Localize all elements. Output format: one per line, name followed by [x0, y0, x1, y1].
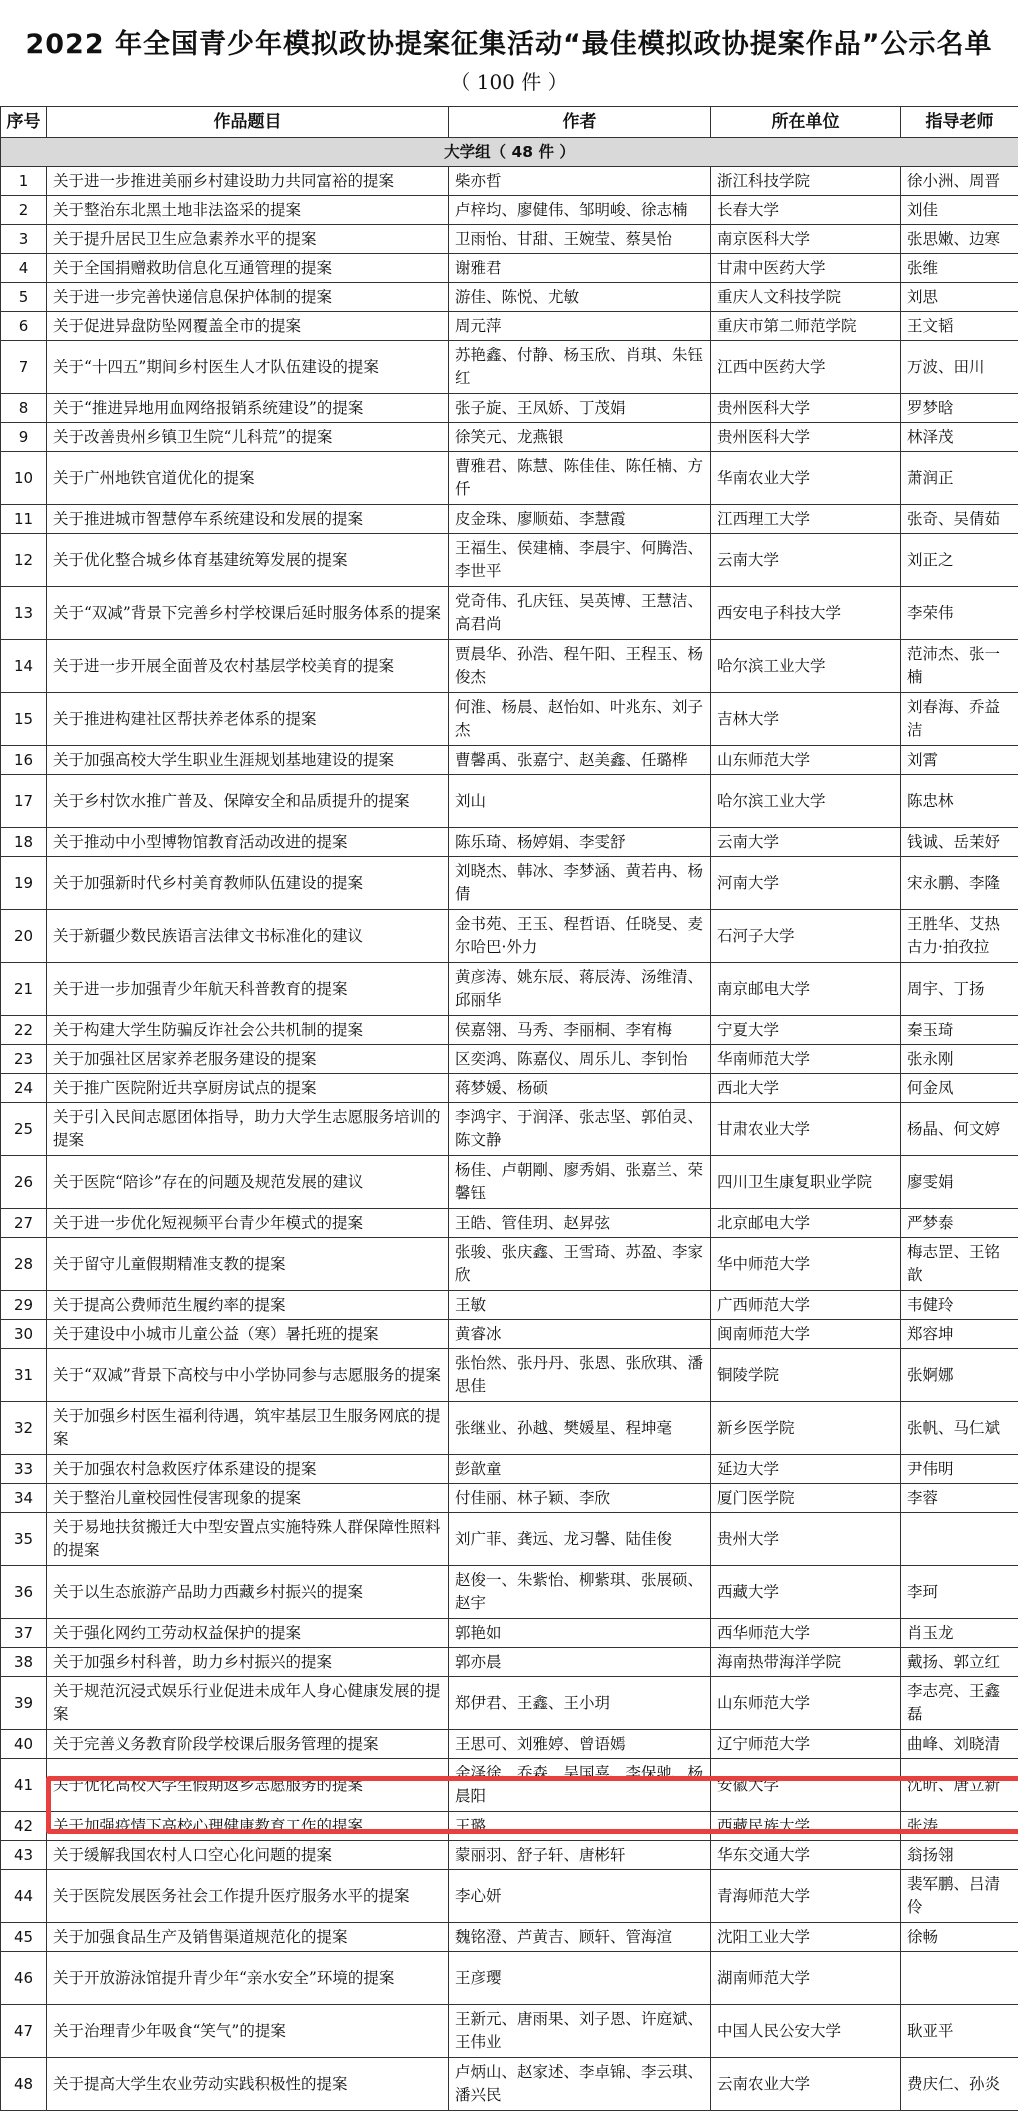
table-row: [1, 254, 1018, 283]
cell-authors: 余泽徐、乔森、吴国喜、李保驰、杨晨阳: [449, 1759, 711, 1812]
cell-unit: 湖南师范大学: [711, 1952, 901, 2005]
cell-authors: 王璐: [449, 1812, 711, 1841]
cell-no: 9: [1, 423, 47, 452]
cell-title: 关于建设中小城市儿童公益（寒）暑托班的提案: [47, 1320, 449, 1349]
cell-title: 关于强化网约工劳动权益保护的提案: [47, 1619, 449, 1648]
cell-authors: 卢炳山、赵家述、李卓锦、李云琪、潘兴民: [449, 2058, 711, 2111]
cell-authors: 蒙丽羽、舒子轩、唐彬轩: [449, 1841, 711, 1870]
cell-unit: 闽南师范大学: [711, 1320, 901, 1349]
cell-no: 29: [1, 1291, 47, 1320]
cell-unit: 海南热带海洋学院: [711, 1648, 901, 1677]
cell-title: 关于推进城市智慧停车系统建设和发展的提案: [47, 505, 449, 534]
table-row: [1, 1841, 1018, 1870]
cell-no: 4: [1, 254, 47, 283]
table-row: [1, 857, 1018, 910]
table-row: [1, 1566, 1018, 1619]
cell-title: 关于加强高校大学生职业生涯规划基地建设的提案: [47, 746, 449, 775]
cell-title: 关于留守儿童假期精准支教的提案: [47, 1238, 449, 1291]
cell-unit: 中国人民公安大学: [711, 2005, 901, 2058]
cell-authors: 彭歆童: [449, 1455, 711, 1484]
cell-authors: 苏艳鑫、付静、杨玉欣、肖琪、朱钰红: [449, 341, 711, 394]
cell-no: 47: [1, 2005, 47, 2058]
cell-unit: 重庆市第二师范学院: [711, 312, 901, 341]
cell-authors: 王新元、唐雨果、刘子恩、许庭斌、王伟业: [449, 2005, 711, 2058]
table-row: [1, 1349, 1018, 1402]
cell-authors: 皮金珠、廖顺茹、李慧霞: [449, 505, 711, 534]
table-row: [1, 775, 1018, 828]
cell-title: 关于推广医院附近共享厨房试点的提案: [47, 1074, 449, 1103]
cell-authors: 杨佳、卢朝剛、廖秀娟、张嘉兰、荣馨钰: [449, 1156, 711, 1209]
cell-title: 关于优化高校大学生假期返乡志愿服务的提案: [47, 1759, 449, 1812]
table-row: [1, 1759, 1018, 1812]
cell-advisor: 何金凤: [901, 1074, 1018, 1103]
cell-authors: 张继业、孙越、樊媛星、程坤毫: [449, 1402, 711, 1455]
table-row: [1, 1870, 1018, 1923]
table-row: [1, 1812, 1018, 1841]
cell-unit: 南京医科大学: [711, 225, 901, 254]
cell-unit: 铜陵学院: [711, 1349, 901, 1402]
cell-no: 43: [1, 1841, 47, 1870]
cell-authors: 郭亦晨: [449, 1648, 711, 1677]
cell-authors: 徐笑元、龙燕银: [449, 423, 711, 452]
cell-unit: 哈尔滨工业大学: [711, 640, 901, 693]
cell-title: 关于提高公费师范生履约率的提案: [47, 1291, 449, 1320]
cell-advisor: 沈昕、唐立新: [901, 1759, 1018, 1812]
table-row: [1, 1677, 1018, 1730]
cell-authors: 张怡然、张丹丹、张恩、张欣琪、潘思佳: [449, 1349, 711, 1402]
table-row: [1, 1103, 1018, 1156]
cell-advisor: 翁扬翎: [901, 1841, 1018, 1870]
cell-no: 30: [1, 1320, 47, 1349]
cell-authors: 侯嘉翎、马秀、李丽桐、李宥梅: [449, 1016, 711, 1045]
cell-advisor: 梅志罡、王铭歆: [901, 1238, 1018, 1291]
cell-unit: 华南农业大学: [711, 452, 901, 505]
cell-no: 1: [1, 167, 47, 196]
table-row: [1, 1016, 1018, 1045]
cell-advisor: 郑容坤: [901, 1320, 1018, 1349]
cell-unit: 贵州医科大学: [711, 423, 901, 452]
cell-title: 关于新疆少数民族语言法律文书标准化的建议: [47, 910, 449, 963]
cell-advisor: 刘正之: [901, 534, 1018, 587]
cell-unit: 南京邮电大学: [711, 963, 901, 1016]
cell-authors: 谢雅君: [449, 254, 711, 283]
cell-unit: 西华师范大学: [711, 1619, 901, 1648]
cell-title: 关于引入民间志愿团体指导，助力大学生志愿服务培训的提案: [47, 1103, 449, 1156]
cell-title: 关于乡村饮水推广普及、保障安全和品质提升的提案: [47, 775, 449, 828]
cell-no: 45: [1, 1923, 47, 1952]
cell-unit: 新乡医学院: [711, 1402, 901, 1455]
cell-authors: 周元萍: [449, 312, 711, 341]
cell-no: 5: [1, 283, 47, 312]
cell-advisor: 王胜华、艾热古力·拍孜拉: [901, 910, 1018, 963]
cell-unit: 甘肃中医药大学: [711, 254, 901, 283]
cell-no: 20: [1, 910, 47, 963]
cell-authors: 李心妍: [449, 1870, 711, 1923]
cell-title: 关于医院“陪诊”存在的问题及规范发展的建议: [47, 1156, 449, 1209]
table-row: [1, 1291, 1018, 1320]
cell-advisor: 李珂: [901, 1566, 1018, 1619]
cell-authors: 赵俊一、朱紫怡、柳紫琪、张展硕、赵宇: [449, 1566, 711, 1619]
cell-unit: 江西中医药大学: [711, 341, 901, 394]
cell-advisor: [901, 1513, 1018, 1566]
cell-title: 关于“双减”背景下高校与中小学协同参与志愿服务的提案: [47, 1349, 449, 1402]
table-row: [1, 1648, 1018, 1677]
cell-advisor: 张婀娜: [901, 1349, 1018, 1402]
cell-unit: 宁夏大学: [711, 1016, 901, 1045]
table-row: [1, 1619, 1018, 1648]
cell-title: 关于加强农村急救医疗体系建设的提案: [47, 1455, 449, 1484]
cell-title: 关于提升居民卫生应急素养水平的提案: [47, 225, 449, 254]
cell-title: 关于开放游泳馆提升青少年“亲水安全”环境的提案: [47, 1952, 449, 2005]
cell-advisor: 张思嫩、边寒: [901, 225, 1018, 254]
cell-no: 38: [1, 1648, 47, 1677]
table-row: [1, 534, 1018, 587]
table-row: [1, 1320, 1018, 1349]
table-row: [1, 1923, 1018, 1952]
cell-authors: 陈乐琦、杨婷娟、李雯舒: [449, 828, 711, 857]
cell-title: 关于构建大学生防骗反诈社会公共机制的提案: [47, 1016, 449, 1045]
cell-no: 27: [1, 1209, 47, 1238]
cell-unit: 重庆人文科技学院: [711, 283, 901, 312]
cell-no: 21: [1, 963, 47, 1016]
cell-no: 12: [1, 534, 47, 587]
cell-no: 28: [1, 1238, 47, 1291]
cell-advisor: 陈忠林: [901, 775, 1018, 828]
cell-unit: 西藏民族大学: [711, 1812, 901, 1841]
cell-authors: 郑伊君、王鑫、王小玥: [449, 1677, 711, 1730]
cell-title: 关于整治儿童校园性侵害现象的提案: [47, 1484, 449, 1513]
cell-advisor: 周宇、丁扬: [901, 963, 1018, 1016]
column-header-advisor: 指导老师: [901, 107, 1018, 138]
cell-title: 关于进一步优化短视频平台青少年模式的提案: [47, 1209, 449, 1238]
cell-authors: 王思可、刘雅婷、曾语嫣: [449, 1730, 711, 1759]
cell-unit: 吉林大学: [711, 693, 901, 746]
cell-no: 36: [1, 1566, 47, 1619]
cell-title: 关于加强乡村医生福利待遇，筑牢基层卫生服务网底的提案: [47, 1402, 449, 1455]
cell-unit: 江西理工大学: [711, 505, 901, 534]
column-header-authors: 作者: [449, 107, 711, 138]
cell-no: 7: [1, 341, 47, 394]
cell-authors: 郭艳如: [449, 1619, 711, 1648]
cell-authors: 黄睿冰: [449, 1320, 711, 1349]
cell-no: 34: [1, 1484, 47, 1513]
cell-no: 44: [1, 1870, 47, 1923]
cell-title: 关于缓解我国农村人口空心化问题的提案: [47, 1841, 449, 1870]
cell-authors: 黄彦涛、姚东辰、蒋辰涛、汤维清、邱丽华: [449, 963, 711, 1016]
table-row: [1, 640, 1018, 693]
table-row: [1, 746, 1018, 775]
table-row: [1, 312, 1018, 341]
cell-advisor: 严梦泰: [901, 1209, 1018, 1238]
cell-advisor: 尹伟明: [901, 1455, 1018, 1484]
cell-no: 40: [1, 1730, 47, 1759]
cell-advisor: 刘春海、乔益洁: [901, 693, 1018, 746]
cell-title: 关于规范沉浸式娱乐行业促进未成年人身心健康发展的提案: [47, 1677, 449, 1730]
cell-authors: 卢梓均、廖健伟、邹明峻、徐志楠: [449, 196, 711, 225]
cell-title: 关于促进异盘防坠网覆盖全市的提案: [47, 312, 449, 341]
cell-authors: 区奕鸿、陈嘉仪、周乐儿、李钊怡: [449, 1045, 711, 1074]
table-row: [1, 1513, 1018, 1566]
cell-authors: 贾晨华、孙浩、程午阳、王程玉、杨俊杰: [449, 640, 711, 693]
cell-unit: 辽宁师范大学: [711, 1730, 901, 1759]
cell-advisor: 钱诚、岳茉妤: [901, 828, 1018, 857]
cell-advisor: 张永刚: [901, 1045, 1018, 1074]
cell-unit: 沈阳工业大学: [711, 1923, 901, 1952]
cell-no: 23: [1, 1045, 47, 1074]
cell-no: 25: [1, 1103, 47, 1156]
table-row: [1, 693, 1018, 746]
cell-advisor: 范沛杰、张一楠: [901, 640, 1018, 693]
cell-authors: 柴亦哲: [449, 167, 711, 196]
cell-unit: 延边大学: [711, 1455, 901, 1484]
cell-unit: 甘肃农业大学: [711, 1103, 901, 1156]
award-table: [0, 106, 1018, 2111]
cell-advisor: 李蓉: [901, 1484, 1018, 1513]
cell-no: 13: [1, 587, 47, 640]
cell-unit: 西安电子科技大学: [711, 587, 901, 640]
table-row: [1, 505, 1018, 534]
cell-title: 关于推动中小型博物馆教育活动改进的提案: [47, 828, 449, 857]
cell-no: 16: [1, 746, 47, 775]
cell-advisor: 耿亚平: [901, 2005, 1018, 2058]
cell-advisor: [901, 1952, 1018, 2005]
cell-advisor: 张维: [901, 254, 1018, 283]
cell-no: 8: [1, 394, 47, 423]
cell-advisor: 徐小洲、周晋: [901, 167, 1018, 196]
cell-unit: 广西师范大学: [711, 1291, 901, 1320]
cell-no: 33: [1, 1455, 47, 1484]
cell-advisor: 王文韬: [901, 312, 1018, 341]
cell-authors: 刘晓杰、韩冰、李梦涵、黄若冉、杨倩: [449, 857, 711, 910]
cell-authors: 游佳、陈悦、尤敏: [449, 283, 711, 312]
cell-title: 关于完善义务教育阶段学校课后服务管理的提案: [47, 1730, 449, 1759]
cell-unit: 贵州医科大学: [711, 394, 901, 423]
cell-unit: 安徽大学: [711, 1759, 901, 1812]
cell-no: 10: [1, 452, 47, 505]
cell-advisor: 肖玉龙: [901, 1619, 1018, 1648]
cell-advisor: 韦健玲: [901, 1291, 1018, 1320]
cell-authors: 王皓、管佳玥、赵昇弦: [449, 1209, 711, 1238]
cell-unit: 浙江科技学院: [711, 167, 901, 196]
cell-authors: 曹雅君、陈慧、陈佳佳、陈任楠、方仟: [449, 452, 711, 505]
cell-advisor: 刘霄: [901, 746, 1018, 775]
cell-title: 关于进一步推进美丽乡村建设助力共同富裕的提案: [47, 167, 449, 196]
cell-no: 11: [1, 505, 47, 534]
cell-title: 关于以生态旅游产品助力西藏乡村振兴的提案: [47, 1566, 449, 1619]
cell-authors: 王敏: [449, 1291, 711, 1320]
cell-unit: 华东交通大学: [711, 1841, 901, 1870]
cell-advisor: 廖雯娟: [901, 1156, 1018, 1209]
page-title: 2022 年全国青少年模拟政协提案征集活动“最佳模拟政协提案作品”公示名单: [25, 29, 993, 60]
cell-advisor: 宋永鹏、李隆: [901, 857, 1018, 910]
cell-unit: 石河子大学: [711, 910, 901, 963]
table-row: [1, 452, 1018, 505]
table-row: [1, 167, 1018, 196]
cell-authors: 张子旋、王凤娇、丁茂娟: [449, 394, 711, 423]
cell-title: 关于加强新时代乡村美育教师队伍建设的提案: [47, 857, 449, 910]
table-row: [1, 1484, 1018, 1513]
cell-advisor: 张帆、马仁斌: [901, 1402, 1018, 1455]
column-header-no: 序号: [1, 107, 47, 138]
cell-unit: 河南大学: [711, 857, 901, 910]
cell-advisor: 徐畅: [901, 1923, 1018, 1952]
cell-title: 关于易地扶贫搬迁大中型安置点实施特殊人群保障性照料的提案: [47, 1513, 449, 1566]
cell-unit: 青海师范大学: [711, 1870, 901, 1923]
table-row: [1, 828, 1018, 857]
cell-unit: 云南农业大学: [711, 2058, 901, 2111]
table-row: [1, 394, 1018, 423]
cell-authors: 魏铭澄、芦黄吉、顾轩、管海渲: [449, 1923, 711, 1952]
cell-no: 15: [1, 693, 47, 746]
table-row: [1, 1209, 1018, 1238]
cell-title: 关于优化整合城乡体育基建统筹发展的提案: [47, 534, 449, 587]
cell-unit: 山东师范大学: [711, 746, 901, 775]
cell-title: 关于医院发展医务社会工作提升医疗服务水平的提案: [47, 1870, 449, 1923]
cell-no: 19: [1, 857, 47, 910]
cell-no: 41: [1, 1759, 47, 1812]
cell-no: 46: [1, 1952, 47, 2005]
table-row: [1, 1238, 1018, 1291]
cell-unit: 云南大学: [711, 828, 901, 857]
cell-advisor: 万波、田川: [901, 341, 1018, 394]
cell-authors: 刘广菲、龚远、龙习馨、陆佳俊: [449, 1513, 711, 1566]
cell-title: 关于提高大学生农业劳动实践积极性的提案: [47, 2058, 449, 2111]
table-row: [1, 1402, 1018, 1455]
cell-advisor: 刘思: [901, 283, 1018, 312]
cell-title: 关于“十四五”期间乡村医生人才队伍建设的提案: [47, 341, 449, 394]
cell-title: 关于广州地铁官道优化的提案: [47, 452, 449, 505]
cell-title: 关于改善贵州乡镇卫生院“儿科荒”的提案: [47, 423, 449, 452]
cell-authors: 王福生、侯建楠、李晨宇、何腾浩、李世平: [449, 534, 711, 587]
cell-advisor: 费庆仁、孙炎: [901, 2058, 1018, 2111]
cell-title: 关于“双减”背景下完善乡村学校课后延时服务体系的提案: [47, 587, 449, 640]
table-row: [1, 196, 1018, 225]
cell-advisor: 戴扬、郭立红: [901, 1648, 1018, 1677]
cell-title: 关于加强食品生产及销售渠道规范化的提案: [47, 1923, 449, 1952]
table-row: [1, 283, 1018, 312]
cell-advisor: 杨晶、何文婷: [901, 1103, 1018, 1156]
cell-advisor: 萧润正: [901, 452, 1018, 505]
cell-no: 35: [1, 1513, 47, 1566]
cell-title: 关于进一步完善快递信息保护体制的提案: [47, 283, 449, 312]
cell-unit: 贵州大学: [711, 1513, 901, 1566]
cell-no: 48: [1, 2058, 47, 2111]
page-subtitle: （ 100 件 ）: [450, 70, 568, 94]
cell-title: 关于整治东北黑土地非法盗采的提案: [47, 196, 449, 225]
cell-advisor: 林泽茂: [901, 423, 1018, 452]
cell-advisor: 张奇、吴倩茹: [901, 505, 1018, 534]
cell-no: 32: [1, 1402, 47, 1455]
cell-authors: 张骏、张庆鑫、王雪琦、苏盈、李家欣: [449, 1238, 711, 1291]
column-header-title: 作品题目: [47, 107, 449, 138]
cell-advisor: 张涛: [901, 1812, 1018, 1841]
cell-advisor: 刘佳: [901, 196, 1018, 225]
cell-unit: 哈尔滨工业大学: [711, 775, 901, 828]
cell-no: 18: [1, 828, 47, 857]
cell-title: 关于推进构建社区帮扶养老体系的提案: [47, 693, 449, 746]
cell-authors: 李鸿宇、于润泽、张志坚、郭伯灵、陈文静: [449, 1103, 711, 1156]
cell-advisor: 裴军鹏、吕清伶: [901, 1870, 1018, 1923]
cell-no: 17: [1, 775, 47, 828]
cell-advisor: 曲峰、刘晓清: [901, 1730, 1018, 1759]
table-row: [1, 910, 1018, 963]
table-row: [1, 1730, 1018, 1759]
cell-advisor: 李志亮、王鑫磊: [901, 1677, 1018, 1730]
cell-authors: 付佳丽、林子颖、李欣: [449, 1484, 711, 1513]
cell-authors: 曹馨禹、张嘉宁、赵美鑫、任璐桦: [449, 746, 711, 775]
cell-advisor: 秦玉琦: [901, 1016, 1018, 1045]
table-row: [1, 1455, 1018, 1484]
cell-no: 39: [1, 1677, 47, 1730]
cell-unit: 华南师范大学: [711, 1045, 901, 1074]
cell-authors: 何淮、杨晨、赵怡如、叶兆东、刘子杰: [449, 693, 711, 746]
cell-title: 关于加强社区居家养老服务建设的提案: [47, 1045, 449, 1074]
cell-unit: 西北大学: [711, 1074, 901, 1103]
column-header-unit: 所在单位: [711, 107, 901, 138]
group-label: 大学组（ 48 件 ）: [1, 138, 1018, 167]
cell-authors: 卫雨怡、甘甜、王婉莹、蔡昊怡: [449, 225, 711, 254]
cell-title: 关于进一步开展全面普及农村基层学校美育的提案: [47, 640, 449, 693]
cell-advisor: 李荣伟: [901, 587, 1018, 640]
cell-no: 31: [1, 1349, 47, 1402]
cell-no: 24: [1, 1074, 47, 1103]
cell-no: 2: [1, 196, 47, 225]
cell-unit: 山东师范大学: [711, 1677, 901, 1730]
cell-authors: 金书苑、王玉、程哲语、任晓旻、麦尔哈巴·外力: [449, 910, 711, 963]
cell-advisor: 罗梦晗: [901, 394, 1018, 423]
table-row: [1, 341, 1018, 394]
cell-authors: 刘山: [449, 775, 711, 828]
cell-unit: 西藏大学: [711, 1566, 901, 1619]
cell-no: 42: [1, 1812, 47, 1841]
table-row: [1, 225, 1018, 254]
cell-authors: 王彦璎: [449, 1952, 711, 2005]
cell-no: 37: [1, 1619, 47, 1648]
cell-no: 26: [1, 1156, 47, 1209]
cell-no: 3: [1, 225, 47, 254]
table-row: [1, 1074, 1018, 1103]
table-row: [1, 1045, 1018, 1074]
cell-unit: 四川卫生康复职业学院: [711, 1156, 901, 1209]
table-row: [1, 2058, 1018, 2111]
cell-title: 关于进一步加强青少年航天科普教育的提案: [47, 963, 449, 1016]
cell-title: 关于加强乡村科普，助力乡村振兴的提案: [47, 1648, 449, 1677]
table-row: [1, 1156, 1018, 1209]
cell-title: 关于“推进异地用血网络报销系统建设”的提案: [47, 394, 449, 423]
table-row: [1, 963, 1018, 1016]
group-row: [1, 138, 1018, 167]
cell-authors: 党奇伟、孔庆钰、吴英博、王慧洁、高君尚: [449, 587, 711, 640]
cell-unit: 长春大学: [711, 196, 901, 225]
cell-unit: 云南大学: [711, 534, 901, 587]
cell-unit: 厦门医学院: [711, 1484, 901, 1513]
table-row: [1, 423, 1018, 452]
cell-unit: 北京邮电大学: [711, 1209, 901, 1238]
table-row: [1, 1952, 1018, 2005]
cell-title: 关于全国捐赠救助信息化互通管理的提案: [47, 254, 449, 283]
table-row: [1, 2005, 1018, 2058]
cell-title: 关于治理青少年吸食“笑气”的提案: [47, 2005, 449, 2058]
cell-unit: 华中师范大学: [711, 1238, 901, 1291]
table-row: [1, 587, 1018, 640]
table-header-row: [1, 107, 1018, 138]
cell-no: 22: [1, 1016, 47, 1045]
cell-authors: 蒋梦媛、杨硕: [449, 1074, 711, 1103]
cell-no: 6: [1, 312, 47, 341]
cell-no: 14: [1, 640, 47, 693]
cell-title: 关于加强疫情下高校心理健康教育工作的提案: [47, 1812, 449, 1841]
